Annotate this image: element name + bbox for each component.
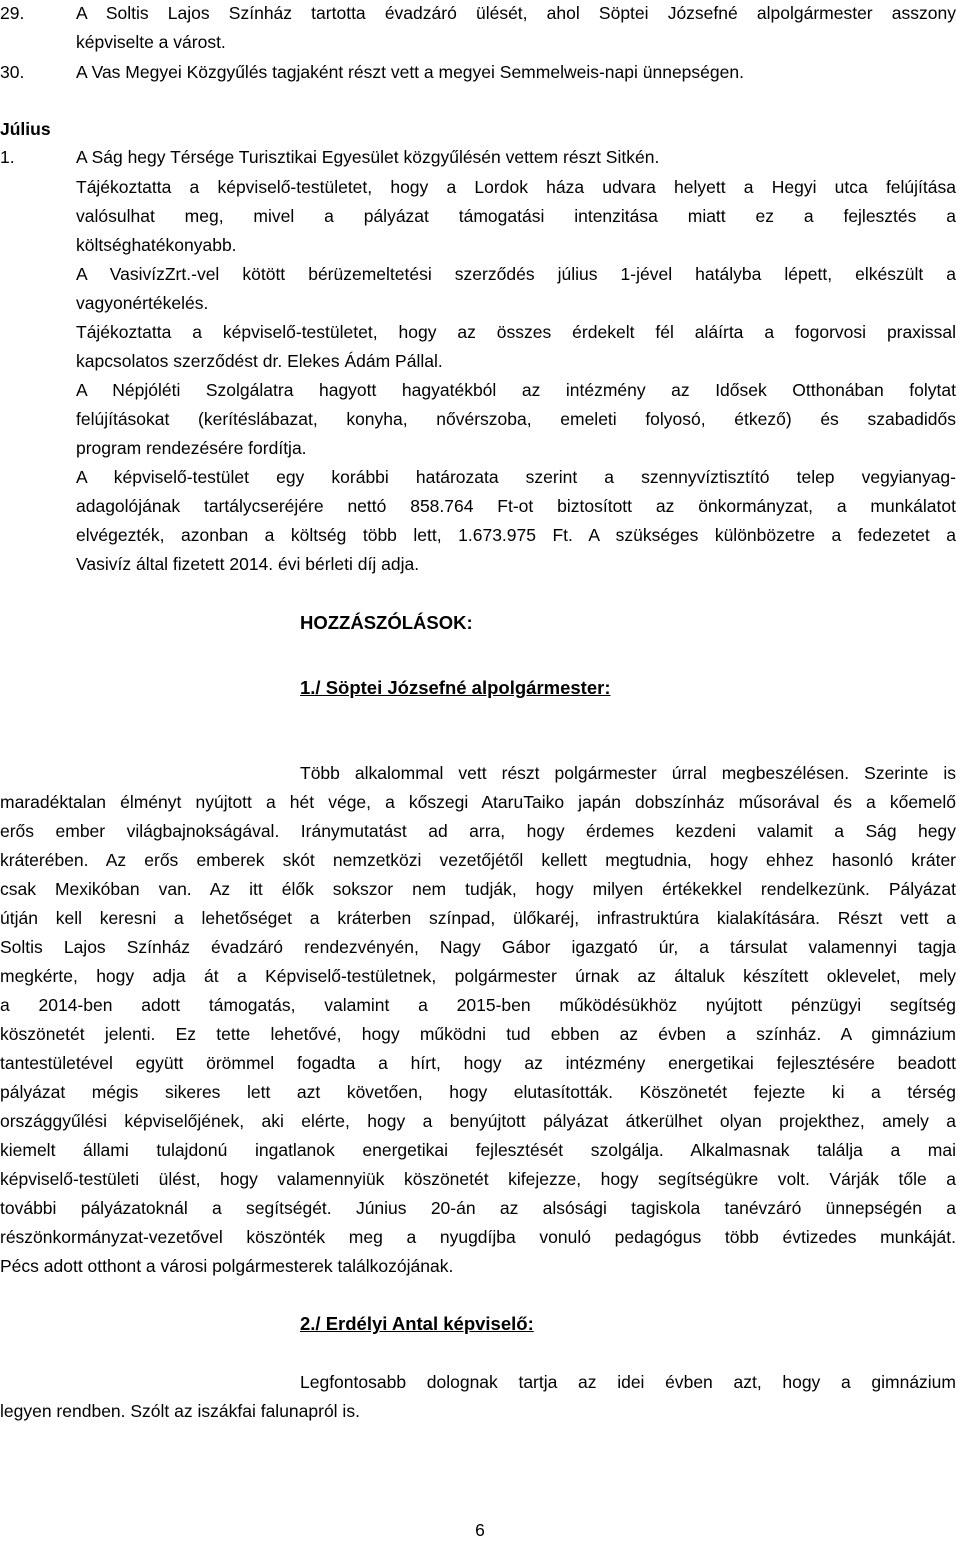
paragraph-line: részönkormányzat-vezetővel köszönték meg a nyugdíjba vonuló pedagógus több évtizedes munkáját. [0,1227,956,1247]
list-item-text: képviselte a várost. [76,32,226,52]
page-number: 6 [475,1520,485,1540]
paragraph-line: a 2014-ben adott támogatás, valamint a 2015-ben működésükhöz nyújtott pénzügyi segítség [0,995,956,1015]
paragraph-line: köszönetét jelenti. Ez tette lehetővé, hogy működni tud ebben az évben a színház. A gimnázium [0,1024,956,1044]
list-item-text: vagyonértékelés. [76,293,209,313]
list-item-text: felújításokat (kerítéslábazat, konyha, nővérszoba, emeleti folyosó, étkező) és szabadidős [76,409,956,429]
list-item-text: Tájékoztatta a képviselő-testületet, hogy a Lordok háza udvara helyett a Hegyi utca felújítása [76,177,956,197]
list-item-text: költséghatékonyabb. [76,235,237,255]
paragraph-line: útján kell keresni a lehetőséget a kráterben színpad, ülőkaréj, infrastruktúra kialakítására. Részt vett a [0,908,956,928]
paragraph-line: csak Mexikóban van. Az itt élők sokszor nem tudják, hogy milyen értékekkel rendelkezünk. Pályázat [0,879,956,899]
speaker-heading: 2./ Erdélyi Antal képviselő: [300,1313,534,1334]
paragraph-line: Több alkalommal vett részt polgármester úrral megbeszélésen. Szerinte is [300,763,956,783]
section-heading: HOZZÁSZÓLÁSOK: [300,612,473,633]
list-item-text: valósulhat meg, mivel a pályázat támogatási intenzitása miatt ez a fejlesztés a [76,206,956,226]
paragraph-line: országgyűlési képviselőjének, aki elérte, hogy a benyújtott pályázat átkerülhet olyan projekthez, amely a [0,1111,956,1131]
list-item-text: program rendezésére fordítja. [76,438,307,458]
paragraph-line: kiemelt állami tulajdonú ingatlanok energetikai fejlesztését szolgálja. Alkalmasnak találja a mai [0,1140,956,1160]
list-item-text: A Soltis Lajos Színház tartotta évadzáró ülését, ahol Söptei Józsefné alpolgármester asszony [76,3,956,23]
list-number: 29. [0,3,25,23]
list-item-text: kapcsolatos szerződést dr. Elekes Ádám Pállal. [76,351,443,371]
list-number: 30. [0,62,25,82]
paragraph-line: megkérte, hogy adja át a Képviselő-testületnek, polgármester úrnak az általuk készített oklevelet, mely [0,966,956,986]
paragraph-line: kráterében. Az erős emberek skót nemzetközi vezetőjétől kellett megtudnia, hogy ehhez hasonló kráter [0,850,956,870]
paragraph-line: Pécs adott otthont a városi polgármesterek találkozójának. [0,1256,454,1276]
list-number: 1. [0,147,15,167]
paragraph-line: pályázat mégis sikeres lett azt követően, hogy elutasították. Köszönetét fejezte ki a térség [0,1082,956,1102]
paragraph-line: Soltis Lajos Színház évadzáró rendezvényén, Nagy Gábor igazgató úr, a társulat valamennyi tagja [0,937,956,957]
paragraph-line: legyen rendben. Szólt az iszákfai falunapról is. [0,1401,360,1421]
speaker-heading: 1./ Söptei Józsefné alpolgármester: [300,677,611,698]
list-item-text: Tájékoztatta a képviselő-testületet, hogy az összes érdekelt fél aláírta a fogorvosi praxissal [76,322,956,342]
month-heading: Július [0,119,51,139]
paragraph-line: további pályázatoknál a segítségét. Június 20-án az alsósági tagiskola tanévzáró ünnepségén a [0,1198,956,1218]
list-item-text: elvégezték, azonban a költség több lett, 1.673.975 Ft. A szükséges különbözetre a fedezetet a [76,525,956,545]
list-item-text: adagolójának tartálycseréjére nettó 858.764 Ft-ot biztosított az önkormányzat, a munkálatot [76,496,956,516]
list-item-text: A Népjóléti Szolgálatra hagyott hagyatékból az intézmény az Idősek Otthonában folytat [76,380,956,400]
list-item-text: A képviselő-testület egy korábbi határozata szerint a szennyvíztisztító telep vegyianyag- [76,467,956,487]
paragraph-line: tantestületével együtt örömmel fogadta a hírt, hogy az intézmény energetikai fejlesztésére beadott [0,1053,956,1073]
list-item-text: A VasivízZrt.-vel kötött bérüzemeltetési szerződés július 1-jével hatályba lépett, elkészült a [76,264,956,284]
paragraph-line: erős ember világbajnokságával. Iránymutatást ad arra, hogy érdemes kezdeni valamit a Ság hegy [0,821,956,841]
list-item-text: A Vas Megyei Közgyűlés tagjaként részt vett a megyei Semmelweis-napi ünnepségen. [76,62,744,82]
list-item-text: A Ság hegy Térsége Turisztikai Egyesület közgyűlésén vettem részt Sitkén. [76,147,660,167]
list-item-text: Vasivíz által fizetett 2014. évi bérleti díj adja. [76,554,420,574]
paragraph-line: képviselő-testületi ülést, hogy valamennyiük köszönetét kifejezze, hogy segítségükre volt. Várják tőle a [0,1169,956,1189]
paragraph-line: Legfontosabb dolognak tartja az idei évben azt, hogy a gimnázium [300,1372,956,1392]
paragraph-line: maradéktalan élményt nyújtott a hét vége, a kőszegi AtaruTaiko japán dobszínház műsorával és a kőemelő [0,792,956,812]
